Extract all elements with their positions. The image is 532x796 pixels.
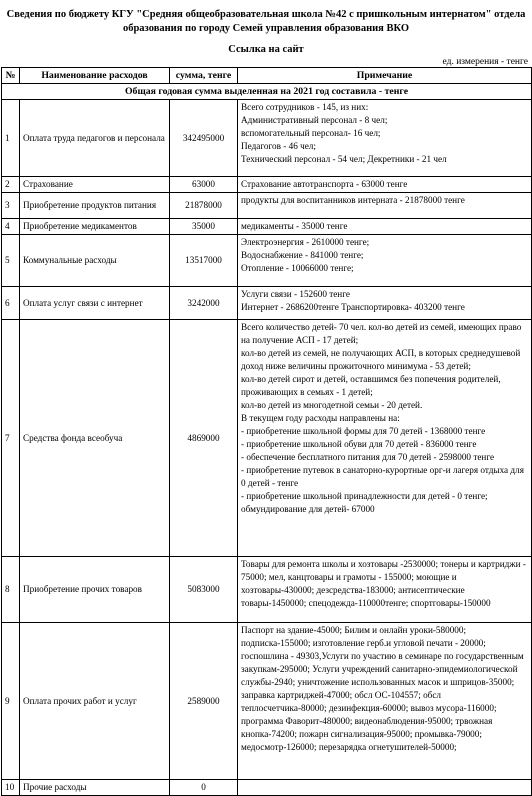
note-line: - приобретение школьной принадлежности для детей - 0 тенге; обмундирование для детей- 67000 [241,491,488,514]
note-line: Паспорт на здание-45000; Билим и онлайн уроки-580000; подписка-155000; изготовление герб.и угловой печати - 20000; госпошлина - 49303,Услуги по участию в семинаре по государственным закупкам-295000; Услуги учреждений санитарно-эпидемиологической службы-2940; уничтожение использованных масок и шприцов-35000; заправка картриджей-47000; обсл ОС-104557; обсл теплосчетчика-80000; дезинфекция-60000; вывоз мусора-116000; программа Фаворит-480000; видеонаблюдения-95000; трвожная кнопка-74200; пожарн сигнализация-95000; промывка-79000; медосмотр-126000; перезарядка огнетушителей-50000; [241,625,524,752]
column-header-amount: сумма, тенге [170,68,238,84]
expense-notes [238,287,532,320]
note-line: - приобретение путевок в санаторно-курортные орг-и лагеря отдыха для 0 детей - тенге [241,465,524,488]
table-header-row [2,68,532,84]
title-line-1: Сведения по бюджету КГУ "Средняя общеобразовательная школа №42 с пришкольным интернатом" отдела [6,9,526,20]
expense-notes [238,320,532,557]
expense-name: Страхование [20,177,170,193]
row-number: 5 [2,235,20,287]
row-number: 3 [2,193,20,219]
row-number: 9 [2,623,20,780]
table-row [2,287,532,320]
note-line: Услуги связи - 152600 тенге [241,289,350,299]
table-row [2,623,532,780]
note-line: Отопление - 10066000 тенге; [241,263,354,273]
expense-notes [238,623,532,780]
expense-notes [238,100,532,177]
expense-name: Средства фонда всеобуча [20,320,170,557]
expense-amount: 2589000 [170,623,238,780]
note-line: Технический персонал - 54 чел; Декретники - 21 чел [241,154,447,164]
expense-notes [238,219,532,235]
table-row [2,219,532,235]
note-line: В текущем году расходы направлены на: [241,413,400,423]
expense-amount: 4869000 [170,320,238,557]
note-line: продукты для воспитанников интерната - 21878000 тенге [241,195,465,205]
expense-amount: 13517000 [170,235,238,287]
note-line: Всего сотрудников - 145, из них: [241,102,369,112]
note-line: Педагогов - 46 чел; [241,141,316,151]
note-line: - приобретение школьной формы для 70 детей - 1368000 тенге [241,426,486,436]
note-line: кол-во детей из многодетной семьи - 20 детей. [241,400,423,410]
document-title [0,0,532,36]
note-line: - приобретение школьной обуви для 70 детей - 836000 тенге [241,439,477,449]
note-line: медикаменты - 35000 тенге [241,221,348,231]
row-number: 6 [2,287,20,320]
note-line: Электроэнергия - 2610000 тенге; [241,237,370,247]
table-row [2,235,532,287]
expense-notes [238,177,532,193]
column-header-notes: Примечание [238,68,532,84]
expense-amount: 342495000 [170,100,238,177]
column-header-name: Наименование расходов [20,68,170,84]
units-label: ед. измерения - тенге [442,57,528,67]
table-row [2,100,532,177]
expense-notes [238,193,532,219]
expense-name: Приобретение продуктов питания [20,193,170,219]
expense-name: Коммунальные расходы [20,235,170,287]
expense-notes [238,780,532,796]
expense-name: Оплата труда педагогов и персонала [20,100,170,177]
expense-notes [238,557,532,623]
table-row [2,780,532,796]
expense-amount: 0 [170,780,238,796]
table-row [2,557,532,623]
column-header-number: № [2,68,20,84]
note-line: Интернет - 2686200тенге Транспортировка- 403200 тенге [241,302,465,312]
expense-amount: 3242000 [170,287,238,320]
total-row [2,84,532,100]
row-number: 8 [2,557,20,623]
expense-amount: 21878000 [170,193,238,219]
expense-amount: 35000 [170,219,238,235]
expense-name: Прочие расходы [20,780,170,796]
expense-name: Оплата прочих работ и услуг [20,623,170,780]
row-number: 4 [2,219,20,235]
note-line: Страхование автотранспорта - 63000 тенге [241,179,408,189]
site-link[interactable]: Ссылка на сайт [228,44,304,55]
note-line: вспомогательный персонал- 16 чел; [241,128,381,138]
expense-notes [238,235,532,287]
table-row [2,177,532,193]
total-label: Общая годовая сумма выделенная на 2021 год составила - тенге [2,84,532,100]
row-number: 2 [2,177,20,193]
expense-amount: 63000 [170,177,238,193]
expense-name: Приобретение медикаментов [20,219,170,235]
row-number: 10 [2,780,20,796]
note-line: - обеспечение бесплатного питания для 70 детей - 2598000 тенге [241,452,495,462]
row-number: 1 [2,100,20,177]
expense-name: Приобретение прочих товаров [20,557,170,623]
note-line: кол-во детей сирот и детей, оставшимся без попечения родителей, проживающих в семьях - 1 детей; [241,374,501,397]
table-row [2,193,532,219]
expense-name: Оплата услуг связи с интернет [20,287,170,320]
note-line: Водоснабжение - 841000 тенге; [241,250,364,260]
note-line: Административный персонал - 8 чел; [241,115,388,125]
budget-table [1,67,532,796]
note-line: Товары для ремонта школы и хозтовары -2530000; тонеры и картриджи - 75000; мел, канцтовары и грамоты - 155000; моющие и хозтовары-430000; дезсредства-183000; антисептические товары-1450000; спецодежда-110000тенге; спортговары-150000 [241,559,526,608]
title-line-2: образования по городу Семей управления образования ВКО [122,23,410,34]
row-number: 7 [2,320,20,557]
note-line: Всего количество детей- 70 чел. кол-во детей из семей, имеющих право на получение АСП - 17 детей; [241,322,522,345]
table-row [2,320,532,557]
expense-amount: 5083000 [170,557,238,623]
note-line: кол-во детей из семей, не получающих АСП, в которых среднедушевой доход ниже величины прожиточного минимума - 53 детей; [241,348,521,371]
